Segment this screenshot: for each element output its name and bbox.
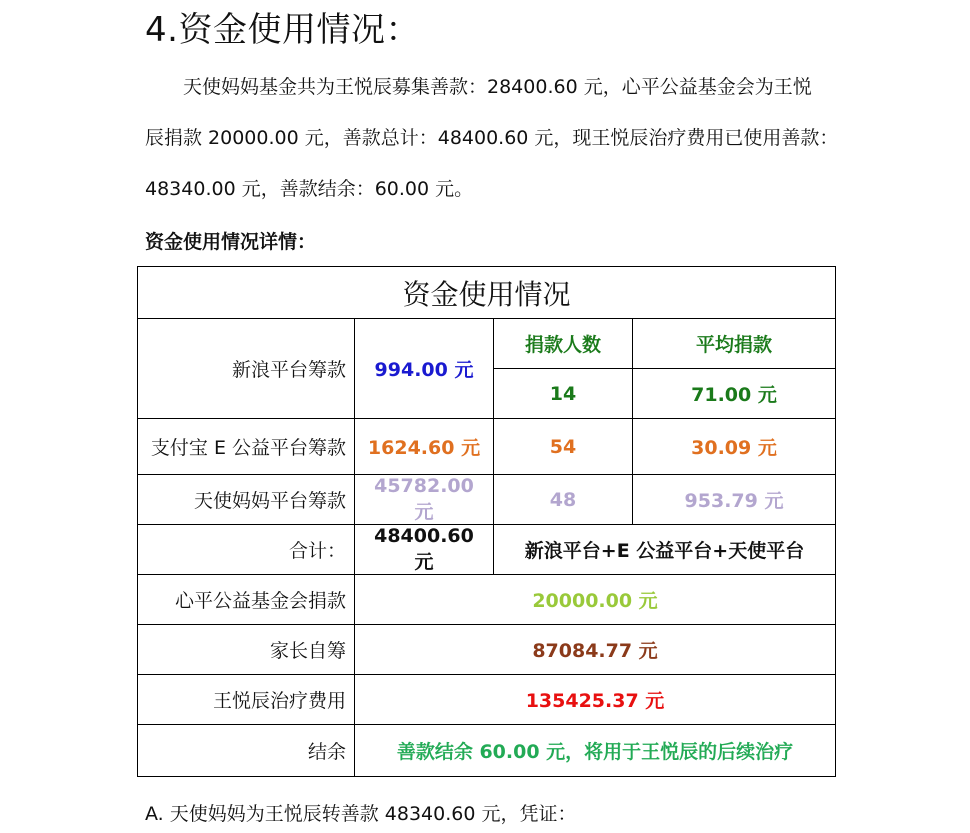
xinping-amount: 20000.00 元	[355, 575, 836, 625]
total-note: 新浪平台+E 公益平台+天使平台	[494, 525, 836, 575]
balance-text: 善款结余 60.00 元，将用于王悦辰的后续治疗	[355, 725, 836, 777]
balance-label: 结余	[138, 725, 355, 777]
table-row-balance	[138, 725, 836, 777]
table-row-treatment	[138, 675, 836, 725]
angel-amount: 45782.00 元	[355, 475, 494, 525]
table-row-sina	[138, 319, 836, 369]
sina-amount: 994.00 元	[355, 319, 494, 419]
total-label: 合计：	[138, 525, 355, 575]
footer-note: A. 天使妈妈为王悦辰转善款 48340.60 元，凭证：	[145, 803, 577, 825]
alipay-donor-count: 54	[494, 419, 633, 475]
total-amount: 48400.60 元	[355, 525, 494, 575]
table-row-angel	[138, 475, 836, 525]
sina-donor-count: 14	[494, 369, 633, 419]
treatment-label: 王悦辰治疗费用	[138, 675, 355, 725]
summary-line-2: 辰捐款 20000.00 元，善款总计：48400.60 元，现王悦辰治疗费用已使用善款：	[145, 127, 839, 149]
table-row-total	[138, 525, 836, 575]
angel-donor-count: 48	[494, 475, 633, 525]
donor-count-header: 捐款人数	[494, 319, 633, 369]
table-row-family	[138, 625, 836, 675]
table-title-row	[138, 267, 836, 319]
table-row-xinping	[138, 575, 836, 625]
alipay-amount: 1624.60 元	[355, 419, 494, 475]
alipay-avg-donation: 30.09 元	[633, 419, 836, 475]
xinping-label: 心平公益基金会捐款	[138, 575, 355, 625]
alipay-label: 支付宝 E 公益平台筹款	[138, 419, 355, 475]
family-label: 家长自筹	[138, 625, 355, 675]
table-title: 资金使用情况	[138, 267, 836, 319]
summary-line-1: 天使妈妈基金共为王悦辰募集善款：28400.60 元，心平公益基金会为王悦	[183, 76, 812, 98]
section-heading: 4.资金使用情况：	[145, 10, 420, 50]
summary-line-3: 48340.00 元，善款结余：60.00 元。	[145, 178, 474, 200]
angel-avg-donation: 953.79 元	[633, 475, 836, 525]
avg-donation-header: 平均捐款	[633, 319, 836, 369]
family-amount: 87084.77 元	[355, 625, 836, 675]
treatment-amount: 135425.37 元	[355, 675, 836, 725]
sina-label: 新浪平台筹款	[138, 319, 355, 419]
angel-label: 天使妈妈平台筹款	[138, 475, 355, 525]
details-subheading: 资金使用情况详情：	[145, 231, 317, 253]
fund-usage-table	[137, 266, 836, 777]
table-row-alipay	[138, 419, 836, 475]
sina-avg-donation: 71.00 元	[633, 369, 836, 419]
